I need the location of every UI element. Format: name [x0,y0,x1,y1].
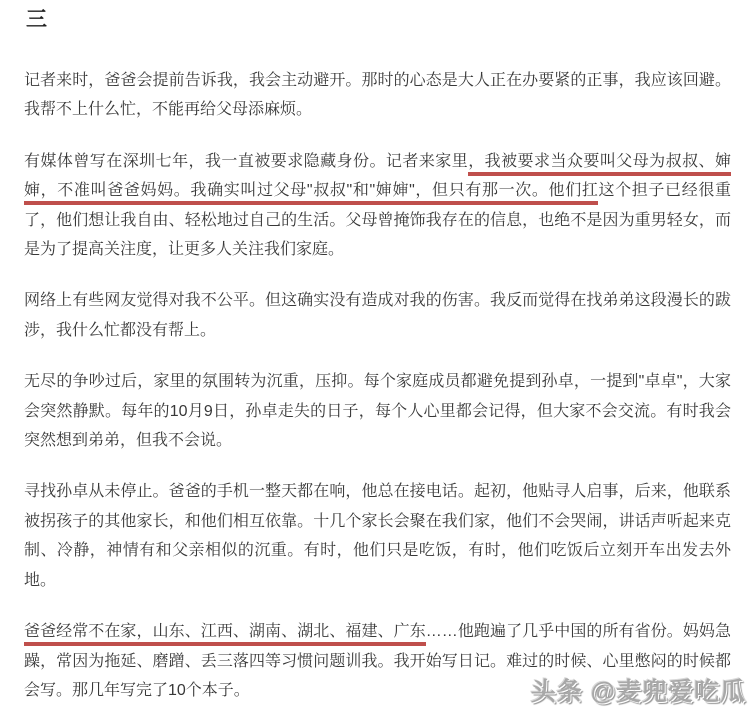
watermark [531,672,746,708]
paragraph-text: 这个担子已经很重了，他们想让我自由、轻松地过自己的生活。父母曾掩饰我存在的信息，也绝不是因为重男轻女，而是为了提高关注度，让更多人关注我们家庭。 [24,182,731,259]
paragraph-text: 寻找孙卓从未停止。爸爸的手机一整天都在响，他总在接电话。起初，他贴寻人启事，后来，他联系被拐孩子的其他家长，和他们相互依靠。十几个家长会聚在我们家，他们不会哭闹，讲话声听起来克制、冷静，神情有和父亲相似的沉重。有时，他们只是吃饭，有时，他们吃饭后立刻开车出发去外地。 [24,483,731,589]
paragraph-container [24,66,731,705]
paragraph-3 [24,286,731,345]
paragraph-text: 记者来时，爸爸会提前告诉我，我会主动避开。那时的心态是大人正在办要紧的正事，我应该回避。我帮不上什么忙，不能再给父母添麻烦。 [24,72,731,119]
paragraph-2 [24,147,731,265]
paragraph-4 [24,367,731,455]
paragraph-text: ……他跑遍了几乎中国的所有省份。妈妈急躁，常因为拖延、磨蹭、丢三落四等习惯问题训我。我开始写日记。难过的时候、心里憋闷的时候都会写。那几年写完了10个本子。 [24,623,731,699]
paragraph-text: 无尽的争吵过后，家里的氛围转为沉重，压抑。每个家庭成员都避免提到孙卓，一提到"卓卓"，大家会突然静默。每年的10月9日，孙卓走失的日子，每个人心里都会记得，但大家不会交流。有时我会突然想到弟弟，但我不会说。 [24,373,731,450]
section-title: 三 [26,8,47,31]
watermark-text: 头条 @麦兜爱吃瓜 [530,678,746,706]
paragraph-text: 网络上有些网友觉得对我不公平。但这确实没有造成对我的伤害。我反而觉得在找弟弟这段漫长的跋涉，我什么忙都没有帮上。 [24,292,731,339]
paragraph-5 [24,477,731,595]
red-underlined-text: 爸爸经常不在家，山东、江西、湖南、湖北、福建、广东 [24,623,426,646]
red-underlined-text: ，我被要求当众要叫父母为叔叔、婶婶，不准叫爸爸妈妈。我确实叫过父母"叔叔"和"婶婶"，但只有那一次。他们扛 [24,153,731,205]
paragraph-1 [24,66,731,125]
paragraph-text: 有媒体曾写在深圳七年，我一直被要求隐藏身份。记者来家里 [24,152,469,170]
